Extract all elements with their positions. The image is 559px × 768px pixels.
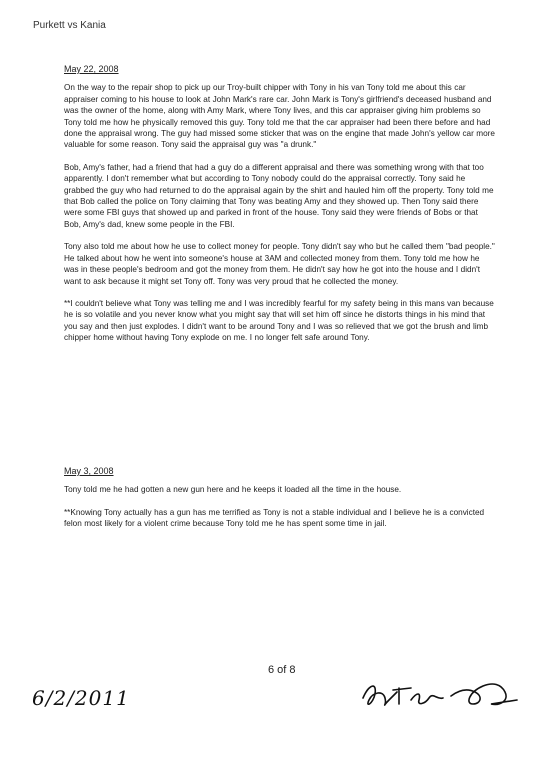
entry-paragraph: On the way to the repair shop to pick up our Troy-built chipper with Tony in his van Tony told me about this car appraiser coming to his house to look at John Mark's rare car. John Mark is Tony's girlfriend's deceased husband and was the owner of the home, along with Amy Mark, where Tony lives, and this car appraiser giving him problems so Tony told me how he physically removed this guy. Tony told me that the car appraiser had been there before and had done the appraisal wrong. The guy had missed some sticker that was on the engine that made John's yellow car more valuable for some reason. Tony said the appraisal guy was "a drunk." <box>64 83 495 150</box>
entry-date: May 22, 2008 <box>64 64 119 74</box>
case-title: Purkett vs Kania <box>33 20 106 31</box>
page-number: 6 of 8 <box>268 664 296 676</box>
entry-date: May 3, 2008 <box>64 466 114 476</box>
handwritten-date: 6/2/2011 <box>32 686 130 710</box>
entry-paragraph: Tony told me he had gotten a new gun here and he keeps it loaded all the time in the house. <box>64 485 402 495</box>
entry-paragraph: Tony also told me about how he use to collect money for people. Tony didn't say who but he called them "bad people." He talked about how he went into someone's house at 3AM and collected money from them. Tony told me how he was in these people's bedroom and got the money from them. He didn't say how he got into the house and I didn't want to ask because it might set Tony off. Tony was very proud that he collected the money. <box>64 242 495 286</box>
entry-paragraph: **Knowing Tony actually has a gun has me terrified as Tony is not a stable individual and I believe he is a convicted felon most likely for a violent crime because Tony told me he has spent some time in jail. <box>64 507 485 529</box>
entry-paragraph: **I couldn't believe what Tony was telling me and I was incredibly fearful for my safety being in this mans van because he is so volatile and you never know what you might say that will set him off since he distorts things in his mind that you say and then just explodes. I didn't want to be around Tony and I was so relieved that we got the brush and limb chipper home without having Tony explode on me. I no longer felt safe around Tony. <box>64 298 494 343</box>
signature-image <box>355 670 530 720</box>
entry-may-3 <box>64 466 496 541</box>
entry-may-22 <box>64 64 496 355</box>
entry-paragraph: Bob, Amy's father, had a friend that had a guy do a different appraisal and there was something wrong with that too apparently. I don't remember what but according to Tony nobody could do the appraisal correctly. Tony said he grabbed the guy who had returned to do the appraisal again by the shirt and hauled him off the property. Tony told me that Bob called the police on Tony claiming that Tony was beating Amy and they showed up. Then Tony said there were some FBI guys that showed up and parked in front of the house. Tony said they were friends of Bobs or that Bob, Amy's dad, knew some people in the FBI. <box>64 162 494 229</box>
